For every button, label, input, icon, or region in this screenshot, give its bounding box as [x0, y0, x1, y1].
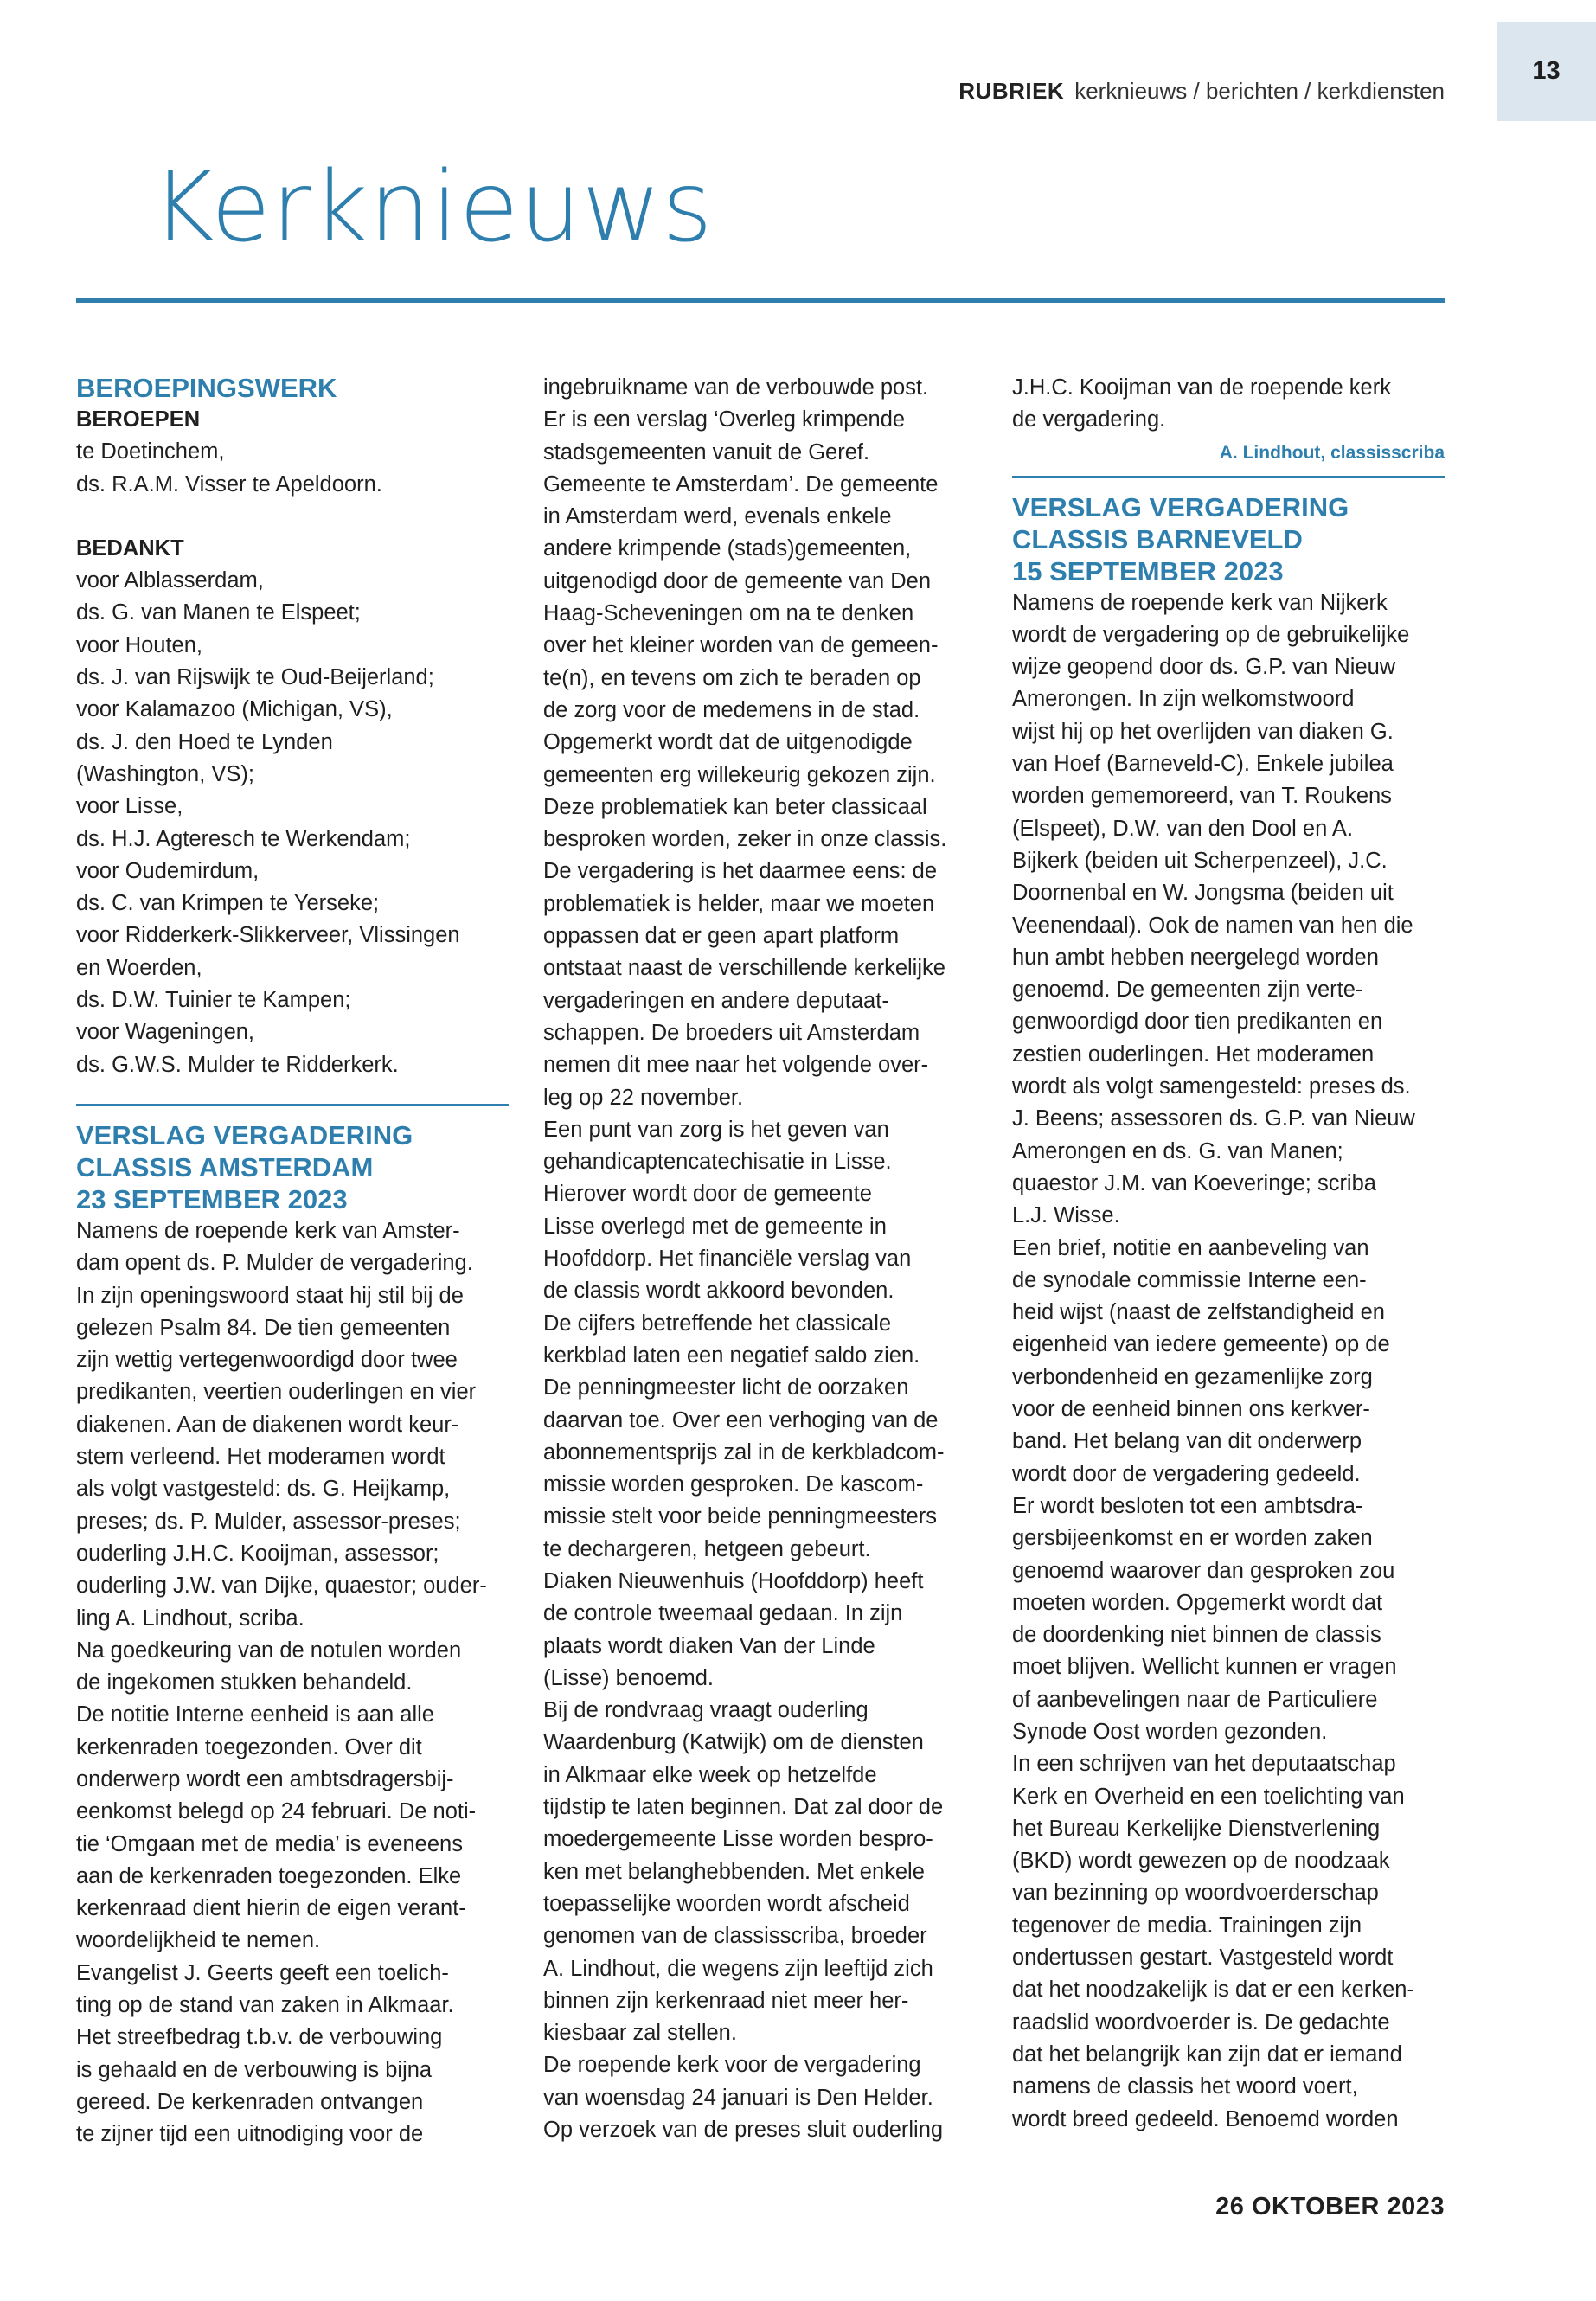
- text-line: Een brief, notitie en aanbeveling van: [1012, 1235, 1369, 1260]
- rubriek-header: [958, 78, 1445, 105]
- text-line: ontstaat naast de verschillende kerkelijke: [543, 956, 945, 981]
- text-line: vergaderingen en andere deputaat-: [543, 988, 889, 1013]
- text-line: zestien ouderlingen. Het moderamen: [1012, 1042, 1375, 1067]
- rubriek-text: kerknieuws / berichten / kerkdiensten: [1074, 78, 1445, 104]
- text-line: genwoordigd door tien predikanten en: [1012, 1009, 1383, 1035]
- text-line: wordt door de vergadering gedeeld.: [1012, 1461, 1361, 1486]
- text-line: ouderling J.W. van Dijke, quaestor; ouder-: [76, 1574, 487, 1599]
- text-line: (Lisse) benoemd.: [543, 1665, 715, 1690]
- text-line: De cijfers betreffende het classicale: [543, 1311, 892, 1336]
- text-line: Hoofddorp. Het financiële verslag van: [543, 1247, 912, 1272]
- heading-line: CLASSIS BARNEVELD: [1012, 523, 1303, 554]
- column-2: [543, 372, 976, 2146]
- text-line: binnen zijn kerkenraad niet meer her-: [543, 1988, 909, 2013]
- text-line: ingebruikname van de verbouwde post.: [543, 375, 929, 400]
- text-line: van Hoef (Barneveld-C). Enkele jubilea: [1012, 752, 1394, 777]
- text-line: missie worden gesproken. De kascom-: [543, 1472, 924, 1497]
- text-line: over het kleiner worden van de gemeen-: [543, 633, 939, 658]
- text-line: Diaken Nieuwenhuis (Hoofddorp) heeft: [543, 1568, 924, 1593]
- text-line: wordt als volgt samengesteld: preses ds.: [1012, 1074, 1411, 1099]
- text-line: (BKD) wordt gewezen op de noodzaak: [1012, 1849, 1390, 1874]
- text-line: gemeenten erg willekeurig gekozen zijn.: [543, 762, 936, 787]
- text-line: voor Oudemirdum,: [76, 858, 260, 883]
- bedankt-label: BEDANKT: [76, 535, 184, 561]
- article-body-barneveld: [1012, 587, 1445, 2136]
- text-line: Lisse overlegd met de gemeente in: [543, 1214, 887, 1239]
- text-line: of aanbevelingen naar de Particuliere: [1012, 1687, 1378, 1712]
- text-line: zijn wettig vertegenwoordigd door twee: [76, 1348, 458, 1373]
- text-line: in Alkmaar elke week op hetzelfde: [543, 1762, 877, 1787]
- text-line: kerkblad laten een negatief saldo zien.: [543, 1343, 920, 1368]
- text-line: Synode Oost worden gezonden.: [1012, 1719, 1328, 1744]
- text-line: Na goedkeuring van de notulen worden: [76, 1638, 462, 1663]
- text-line: J. Beens; assessoren ds. G.P. van Nieuw: [1012, 1106, 1415, 1131]
- text-line: ken met belanghebbenden. Met enkele: [543, 1859, 925, 1884]
- text-line: missie stelt voor beide penningmeesters: [543, 1504, 937, 1529]
- rubriek-label: RUBRIEK: [958, 78, 1065, 104]
- signature: A. Lindhout, classisscriba: [1219, 442, 1445, 463]
- text-line: Amerongen. In zijn welkomstwoord: [1012, 687, 1355, 712]
- text-line: te dechargeren, hetgeen gebeurt.: [543, 1536, 871, 1561]
- text-line: voor Lisse,: [76, 794, 183, 819]
- text-line: ds. J. den Hoed te Lynden: [76, 729, 333, 754]
- text-line: eigenheid van iedere gemeente) op de: [1012, 1332, 1390, 1357]
- text-line: In zijn openingswoord staat hij stil bij de: [76, 1283, 464, 1308]
- article-body-amsterdam: [76, 1215, 509, 2151]
- text-line: moeten worden. Opgemerkt wordt dat: [1012, 1590, 1383, 1615]
- text-line: ds. H.J. Agteresch te Werkendam;: [76, 826, 411, 851]
- text-line: gehandicaptencatechisatie in Lisse.: [543, 1150, 892, 1175]
- text-line: Evangelist J. Geerts geeft een toelich-: [76, 1960, 449, 1985]
- text-line: A. Lindhout, die wegens zijn leeftijd zich: [543, 1956, 933, 1981]
- text-line: schappen. De broeders uit Amsterdam: [543, 1020, 920, 1045]
- text-line: de vergadering.: [1012, 407, 1166, 433]
- text-line: wijst hij op het overlijden van diaken G.: [1012, 719, 1394, 744]
- page-number: 13: [1497, 22, 1596, 121]
- text-line: Opgemerkt wordt dat de uitgenodigde: [543, 730, 913, 755]
- text-line: kiesbaar zal stellen.: [543, 2021, 737, 2046]
- column-1: [76, 372, 509, 2151]
- text-line: woordelijkheid te nemen.: [76, 1928, 321, 1953]
- text-line: genoemd waarover dan gesproken zou: [1012, 1558, 1395, 1583]
- text-line: Gemeente te Amsterdam’. De gemeente: [543, 471, 939, 497]
- text-line: voor Houten,: [76, 632, 203, 657]
- text-line: de synodale commissie Interne een-: [1012, 1267, 1367, 1292]
- text-line: dam opent ds. P. Mulder de vergadering.: [76, 1251, 473, 1276]
- text-line: als volgt vastgesteld: ds. G. Heijkamp,: [76, 1477, 451, 1502]
- text-line: Kerk en Overheid en een toelichting van: [1012, 1784, 1405, 1809]
- text-line: wordt breed gedeeld. Benoemd worden: [1012, 2106, 1399, 2131]
- heading-line: 23 SEPTEMBER 2023: [76, 1183, 348, 1215]
- text-line: dat het noodzakelijk is dat er een kerken-: [1012, 1977, 1414, 2003]
- text-line: De vergadering is het daarmee eens: de: [543, 859, 938, 884]
- section-heading-classis-barneveld: [1012, 491, 1445, 587]
- text-line: ouderling J.H.C. Kooijman, assessor;: [76, 1541, 439, 1566]
- text-line: de ingekomen stukken behandeld.: [76, 1670, 413, 1695]
- text-line: de controle tweemaal gedaan. In zijn: [543, 1601, 903, 1626]
- section-heading-classis-amsterdam: [76, 1119, 509, 1215]
- text-line: voor Alblasserdam,: [76, 568, 264, 593]
- text-line: toepasselijke woorden wordt afscheid: [543, 1891, 910, 1916]
- text-line: ling A. Lindhout, scriba.: [76, 1606, 304, 1631]
- heading-line: CLASSIS AMSTERDAM: [76, 1151, 374, 1183]
- text-line: Bijkerk (beiden uit Scherpenzeel), J.C.: [1012, 848, 1388, 873]
- text-line: J.H.C. Kooijman van de roepende kerk: [1012, 375, 1391, 400]
- text-line: ds. J. van Rijswijk te Oud-Beijerland;: [76, 665, 434, 690]
- text-line: Deze problematiek kan beter classicaal: [543, 794, 927, 819]
- text-line: Haag-Scheveningen om na te denken: [543, 601, 914, 626]
- text-line: raadslid woordvoerder is. De gedachte: [1012, 2009, 1390, 2035]
- section-divider: [1012, 476, 1445, 478]
- section-heading-beroepingswerk: BEROEPINGSWERK: [76, 373, 337, 403]
- heading-line: VERSLAG VERGADERING: [1012, 491, 1349, 522]
- text-line: ds. D.W. Tuinier te Kampen;: [76, 988, 351, 1013]
- text-line: ds. R.A.M. Visser te Apeldoorn.: [76, 471, 382, 497]
- text-line: tie ‘Omgaan met de media’ is eveneens: [76, 1831, 463, 1856]
- text-line: Doornenbal en W. Jongsma (beiden uit: [1012, 881, 1394, 906]
- text-line: worden gememoreerd, van T. Roukens: [1012, 784, 1392, 809]
- text-line: L.J. Wisse.: [1012, 1203, 1120, 1228]
- text-line: ondertussen gestart. Vastgesteld wordt: [1012, 1945, 1394, 1971]
- beroepen-label: BEROEPEN: [76, 407, 201, 432]
- text-line: gereed. De kerkenraden ontvangen: [76, 2089, 424, 2114]
- text-line: tijdstip te laten beginnen. Dat zal door de: [543, 1795, 944, 1820]
- text-line: moedergemeente Lisse worden bespro-: [543, 1827, 933, 1852]
- text-line: In een schrijven van het deputaatschap: [1012, 1752, 1396, 1777]
- text-line: verbondenheid en gezamenlijke zorg: [1012, 1364, 1373, 1389]
- text-line: uitgenodigd door de gemeente van Den: [543, 568, 932, 593]
- text-line: genoemd. De gemeenten zijn verte-: [1012, 977, 1363, 1003]
- text-line: Hierover wordt door de gemeente: [543, 1182, 872, 1207]
- text-line: aan de kerkenraden toegezonden. Elke: [76, 1863, 462, 1888]
- text-line: dat het belangrijk kan zijn dat er iemand: [1012, 2041, 1402, 2067]
- text-line: te zijner tijd een uitnodiging voor de: [76, 2122, 424, 2147]
- text-line: leg op 22 november.: [543, 1085, 744, 1110]
- page-title: Kerknieuws: [151, 151, 714, 264]
- text-line: voor Ridderkerk-Slikkerveer, Vlissingen: [76, 923, 460, 948]
- text-line: heid wijst (naast de zelfstandigheid en: [1012, 1300, 1385, 1325]
- bedankt-list: [76, 565, 509, 1081]
- text-line: de classis wordt akkoord bevonden.: [543, 1279, 894, 1304]
- text-line: te Doetinchem,: [76, 439, 225, 465]
- text-line: andere krimpende (stads)gemeenten,: [543, 536, 912, 561]
- text-line: Het streefbedrag t.b.v. de verbouwing: [76, 2025, 443, 2050]
- text-line: de doordenking niet binnen de classis: [1012, 1623, 1381, 1648]
- text-line: besproken worden, zeker in onze classis.: [543, 827, 947, 852]
- text-line: diakenen. Aan de diakenen wordt keur-: [76, 1412, 459, 1437]
- text-line: ds. G.W.S. Mulder te Ridderkerk.: [76, 1052, 399, 1077]
- text-line: het Bureau Kerkelijke Dienstverlening: [1012, 1816, 1381, 1841]
- beroepen-list: [76, 436, 509, 501]
- text-line: nemen dit mee naar het volgende over-: [543, 1053, 929, 1078]
- text-line: ting op de stand van zaken in Alkmaar.: [76, 1993, 454, 2018]
- text-line: (Elspeet), D.W. van den Dool en A.: [1012, 816, 1354, 841]
- text-line: hun ambt hebben neergelegd worden: [1012, 945, 1379, 970]
- text-line: Namens de roepende kerk van Nijkerk: [1012, 590, 1388, 615]
- text-line: wijze geopend door ds. G.P. van Nieuw: [1012, 655, 1396, 680]
- text-line: van bezinning op woordvoerderschap: [1012, 1881, 1379, 1906]
- text-line: te(n), en tevens om zich te beraden op: [543, 665, 921, 690]
- article-body-amsterdam-end: [1012, 372, 1445, 437]
- text-line: tegenover de media. Trainingen zijn: [1012, 1913, 1362, 1938]
- text-line: De penningmeester licht de oorzaken: [543, 1375, 909, 1400]
- text-line: abonnementsprijs zal in de kerkbladcom-: [543, 1439, 945, 1465]
- text-line: onderwerp wordt een ambtsdragersbij-: [76, 1766, 454, 1791]
- text-line: stadsgemeenten vanuit de Geref.: [543, 439, 870, 465]
- column-3: [1012, 372, 1445, 2136]
- text-line: wordt de vergadering op de gebruikelijke: [1012, 622, 1410, 647]
- text-line: Op verzoek van de preses sluit ouderling: [543, 2118, 944, 2143]
- text-line: Bij de rondvraag vraagt ouderling: [543, 1698, 869, 1723]
- text-line: eenkomst belegd op 24 februari. De noti-: [76, 1799, 477, 1824]
- text-line: gelezen Psalm 84. De tien gemeenten: [76, 1315, 451, 1340]
- article-body-amsterdam-cont: [543, 372, 976, 2146]
- text-line: Amerongen en ds. G. van Manen;: [1012, 1138, 1343, 1163]
- text-line: kerkenraden toegezonden. Over dit: [76, 1734, 422, 1759]
- text-line: (Washington, VS);: [76, 761, 254, 786]
- text-line: gersbijeenkomst en er worden zaken: [1012, 1526, 1373, 1551]
- text-line: Namens de roepende kerk van Amster-: [76, 1218, 460, 1243]
- text-line: plaats wordt diaken Van der Linde: [543, 1633, 875, 1658]
- text-line: Waardenburg (Katwijk) om de diensten: [543, 1730, 924, 1755]
- text-line: Veenendaal). Ook de namen van hen die: [1012, 913, 1413, 938]
- text-line: De notitie Interne eenheid is aan alle: [76, 1702, 434, 1727]
- text-line: voor de eenheid binnen ons kerkver-: [1012, 1397, 1370, 1422]
- text-line: Er wordt besloten tot een ambtsdra-: [1012, 1493, 1363, 1518]
- text-line: van woensdag 24 januari is Den Helder.: [543, 2085, 933, 2110]
- text-line: is gehaald en de verbouwing is bijna: [76, 2057, 433, 2082]
- text-line: en Woerden,: [76, 955, 202, 980]
- text-line: de zorg voor de medemens in de stad.: [543, 697, 920, 722]
- text-line: moet blijven. Wellicht kunnen er vragen: [1012, 1655, 1397, 1680]
- text-line: preses; ds. P. Mulder, assessor-preses;: [76, 1509, 461, 1534]
- text-line: ds. G. van Manen te Elspeet;: [76, 600, 361, 625]
- text-line: problematiek is helder, maar we moeten: [543, 891, 935, 916]
- text-line: ds. C. van Krimpen te Yerseke;: [76, 891, 380, 916]
- text-line: voor Kalamazoo (Michigan, VS),: [76, 697, 393, 722]
- text-line: quaestor J.M. van Koeveringe; scriba: [1012, 1170, 1376, 1195]
- text-line: predikanten, veertien ouderlingen en vier: [76, 1380, 477, 1405]
- text-line: voor Wageningen,: [76, 1020, 255, 1045]
- heading-line: 15 SEPTEMBER 2023: [1012, 555, 1284, 586]
- text-line: band. Het belang van dit onderwerp: [1012, 1429, 1362, 1454]
- heading-line: VERSLAG VERGADERING: [76, 1119, 413, 1150]
- text-line: genomen van de classisscriba, broeder: [543, 1924, 927, 1949]
- text-line: daarvan toe. Over een verhoging van de: [543, 1407, 939, 1433]
- text-line: in Amsterdam werd, evenals enkele: [543, 504, 892, 529]
- text-line: kerkenraad dient hierin de eigen verant-: [76, 1896, 466, 1921]
- text-line: oppassen dat er geen apart platform: [543, 924, 900, 949]
- text-line: Er is een verslag ‘Overleg krimpende: [543, 407, 906, 433]
- text-line: Een punt van zorg is het geven van: [543, 1117, 889, 1142]
- section-divider: [76, 1104, 509, 1106]
- title-rule: [76, 298, 1445, 303]
- text-line: De roepende kerk voor de vergadering: [543, 2053, 921, 2078]
- issue-date: 26 OKTOBER 2023: [1215, 2193, 1445, 2221]
- text-line: stem verleend. Het moderamen wordt: [76, 1445, 445, 1470]
- text-line: namens de classis het woord voert,: [1012, 2074, 1358, 2099]
